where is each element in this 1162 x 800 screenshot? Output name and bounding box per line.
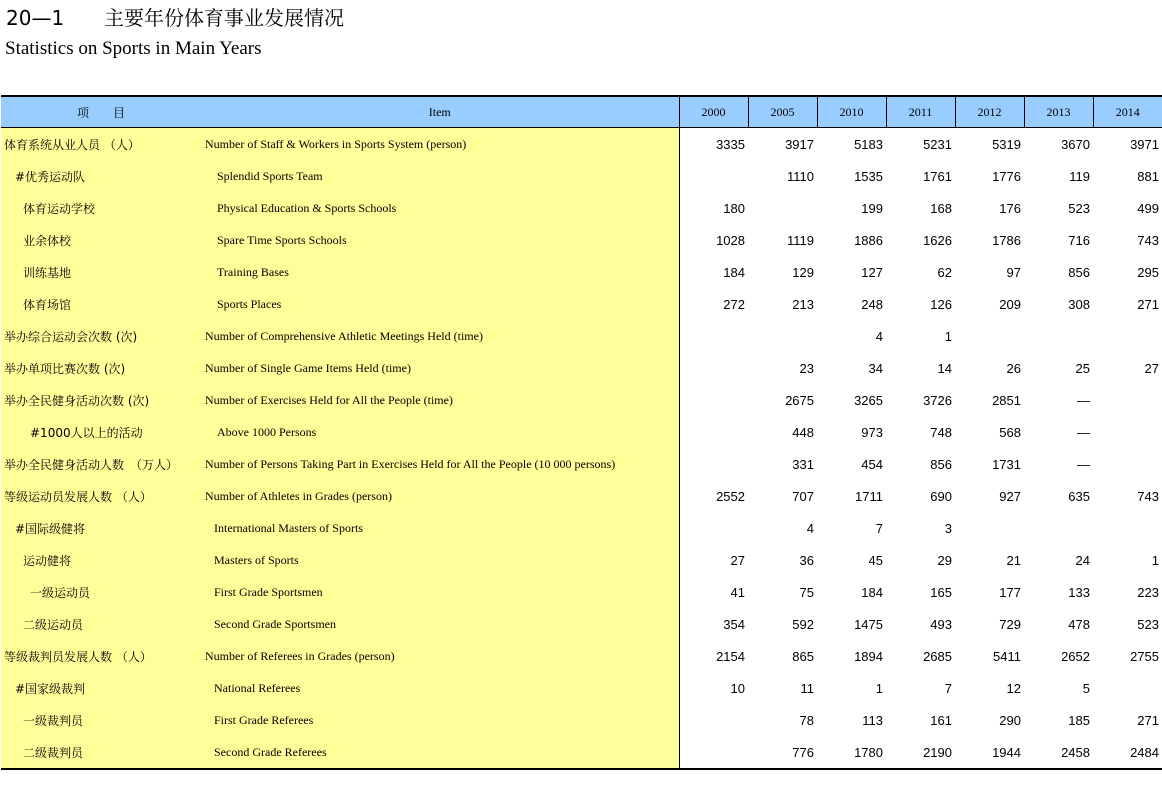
cell-value: 523	[1137, 616, 1159, 632]
table-row	[1, 224, 1162, 256]
cell-value: 454	[861, 456, 883, 472]
table-row	[1, 672, 1162, 704]
cell-value: 716	[1068, 232, 1090, 248]
cell-value: 272	[723, 296, 745, 312]
row-label-zh: 举办全民健身活动次数 (次)	[1, 384, 201, 416]
cell-value	[1024, 320, 1093, 352]
cell-value: 213	[792, 296, 814, 312]
cell-value: 25	[1075, 360, 1090, 376]
row-label-zh: 一级裁判员	[1, 704, 201, 736]
statistics-table	[1, 95, 1162, 770]
cell-value: 5319	[992, 136, 1021, 152]
table-row	[1, 704, 1162, 736]
cell-value: 2154	[716, 648, 745, 664]
row-label-zh: #1000人以上的活动	[1, 416, 201, 448]
table-body	[1, 128, 1162, 770]
cell-value: 113	[862, 712, 883, 728]
cell-value: 748	[930, 424, 952, 440]
header-item-en: Item	[201, 96, 679, 128]
cell-value	[1093, 672, 1162, 704]
cell-value: 5	[1082, 680, 1090, 696]
table-row	[1, 128, 1162, 161]
cell-value: 184	[861, 584, 883, 600]
cell-value: 3917	[785, 136, 814, 152]
row-label-en: Number of Persons Taking Part in Exercises Held for All the People (10 000 persons)	[201, 448, 679, 480]
cell-value: 1711	[855, 488, 883, 504]
cell-value: 97	[1006, 264, 1021, 280]
row-label-en: Number of Single Game Items Held (time)	[201, 352, 679, 384]
cell-value: 165	[930, 584, 952, 600]
cell-value: 180	[723, 200, 745, 216]
cell-value: 707	[792, 488, 814, 504]
cell-value: —	[1077, 456, 1090, 472]
header-year: 2000	[679, 96, 748, 128]
cell-value: 2458	[1024, 736, 1093, 769]
table-title-en: Statistics on Sports in Main Years	[5, 38, 262, 59]
row-label-zh: 业余体校	[1, 224, 201, 256]
cell-value: 3	[944, 520, 952, 536]
cell-value: 331	[792, 456, 814, 472]
table-row	[1, 480, 1162, 512]
cell-value	[955, 320, 1024, 352]
cell-value: 635	[1068, 488, 1090, 504]
table-row	[1, 416, 1162, 448]
cell-value: 865	[792, 648, 814, 664]
cell-value: 3971	[1130, 136, 1159, 152]
row-label-zh: 训练基地	[1, 256, 201, 288]
cell-value: 1776	[992, 168, 1021, 184]
cell-value: 5183	[854, 136, 883, 152]
cell-value: 129	[792, 264, 814, 280]
cell-value: 1626	[923, 232, 952, 248]
cell-value: 690	[930, 488, 952, 504]
cell-value: 3726	[923, 392, 952, 408]
cell-value: 776	[748, 736, 817, 769]
cell-value: 11	[800, 680, 814, 696]
cell-value: 14	[937, 360, 952, 376]
cell-value	[679, 448, 748, 480]
cell-value: 36	[799, 552, 814, 568]
row-label-zh: #国际级健将	[1, 512, 201, 544]
cell-value: 1731	[992, 456, 1021, 472]
row-label-en: Splendid Sports Team	[201, 160, 679, 192]
cell-value: 1110	[787, 168, 814, 184]
cell-value: 881	[1137, 168, 1159, 184]
cell-value: 271	[1137, 296, 1159, 312]
table-row	[1, 736, 1162, 769]
header-item-zh: 项 目	[1, 96, 201, 128]
row-label-en: Number of Staff & Workers in Sports System (person)	[201, 128, 679, 161]
table-number: 20—1	[6, 6, 65, 30]
cell-value: 1535	[854, 168, 883, 184]
cell-value	[1093, 384, 1162, 416]
cell-value: 2755	[1130, 648, 1159, 664]
cell-value: 743	[1137, 232, 1159, 248]
row-label-zh: 二级运动员	[1, 608, 201, 640]
table-row	[1, 320, 1162, 352]
cell-value: 10	[730, 680, 745, 696]
cell-value: 271	[1137, 712, 1159, 728]
cell-value: 1786	[992, 232, 1021, 248]
cell-value: 523	[1068, 200, 1090, 216]
cell-value: 729	[999, 616, 1021, 632]
cell-value	[679, 320, 748, 352]
table-row	[1, 384, 1162, 416]
cell-value: 41	[730, 584, 745, 600]
cell-value	[748, 192, 817, 224]
cell-value: 209	[999, 296, 1021, 312]
table-title-zh-text: 主要年份体育事业发展情况	[104, 6, 344, 30]
cell-value: 24	[1075, 552, 1090, 568]
row-label-zh: 举办全民健身活动人数 （万人）	[1, 448, 201, 480]
cell-value	[955, 512, 1024, 544]
cell-value: 12	[1006, 680, 1021, 696]
cell-value: 973	[861, 424, 883, 440]
row-label-zh: #国家级裁判	[1, 672, 201, 704]
cell-value: 3670	[1061, 136, 1090, 152]
cell-value: 23	[799, 360, 814, 376]
row-label-zh: 二级裁判员	[1, 736, 201, 769]
row-label-en: First Grade Referees	[201, 704, 679, 736]
cell-value: 1761	[923, 168, 952, 184]
row-label-en: International Masters of Sports	[201, 512, 679, 544]
cell-value: —	[1077, 424, 1090, 440]
cell-value	[748, 320, 817, 352]
row-label-zh: 举办综合运动会次数 (次)	[1, 320, 201, 352]
cell-value: 2652	[1061, 648, 1090, 664]
cell-value: 176	[999, 200, 1021, 216]
row-label-en: Second Grade Referees	[201, 736, 679, 769]
cell-value	[679, 736, 748, 769]
cell-value: 2484	[1093, 736, 1162, 769]
row-label-en: Above 1000 Persons	[201, 416, 679, 448]
cell-value	[1093, 320, 1162, 352]
table-title-zh	[6, 4, 344, 32]
cell-value: 27	[1144, 360, 1159, 376]
row-label-en: Number of Athletes in Grades (person)	[201, 480, 679, 512]
header-year: 2013	[1024, 96, 1093, 128]
cell-value: 354	[723, 616, 745, 632]
row-label-en: Number of Comprehensive Athletic Meetings Held (time)	[201, 320, 679, 352]
cell-value: 1	[1151, 552, 1159, 568]
row-label-zh: 体育场馆	[1, 288, 201, 320]
cell-value	[1024, 512, 1093, 544]
table-row	[1, 160, 1162, 192]
cell-value: 126	[930, 296, 952, 312]
cell-value: 1475	[854, 616, 883, 632]
cell-value: 184	[723, 264, 745, 280]
cell-value: 493	[930, 616, 952, 632]
cell-value: 1944	[955, 736, 1024, 769]
cell-value: 5231	[923, 136, 952, 152]
row-label-zh: 等级运动员发展人数 （人）	[1, 480, 201, 512]
cell-value: 2552	[716, 488, 745, 504]
cell-value: 2675	[785, 392, 814, 408]
cell-value: 223	[1137, 584, 1159, 600]
row-label-zh: 体育系统从业人员 （人）	[1, 128, 201, 161]
cell-value: 4	[806, 520, 814, 536]
cell-value	[1093, 448, 1162, 480]
cell-value: 290	[999, 712, 1021, 728]
cell-value: 448	[792, 424, 814, 440]
cell-value: 1	[875, 680, 883, 696]
cell-value: 3265	[854, 392, 883, 408]
cell-value: 295	[1137, 264, 1159, 280]
cell-value	[679, 352, 748, 384]
row-label-zh: 运动健将	[1, 544, 201, 576]
cell-value: 78	[799, 712, 814, 728]
table-row	[1, 256, 1162, 288]
table-row	[1, 352, 1162, 384]
row-label-en: Second Grade Sportsmen	[201, 608, 679, 640]
row-label-en: Spare Time Sports Schools	[201, 224, 679, 256]
cell-value: 4	[875, 328, 883, 344]
cell-value: 1	[944, 328, 952, 344]
cell-value: 1886	[854, 232, 883, 248]
row-label-zh: 一级运动员	[1, 576, 201, 608]
table-row	[1, 288, 1162, 320]
cell-value: 743	[1137, 488, 1159, 504]
row-label-zh: 体育运动学校	[1, 192, 201, 224]
cell-value: 133	[1068, 584, 1090, 600]
cell-value: 856	[930, 456, 952, 472]
cell-value: 248	[861, 296, 883, 312]
table-row	[1, 192, 1162, 224]
cell-value: 2685	[923, 648, 952, 664]
cell-value: 75	[799, 584, 814, 600]
cell-value: 185	[1068, 712, 1090, 728]
cell-value: 1780	[817, 736, 886, 769]
row-label-en: Masters of Sports	[201, 544, 679, 576]
cell-value: 27	[730, 552, 745, 568]
cell-value: 62	[937, 264, 952, 280]
cell-value	[679, 512, 748, 544]
cell-value: 568	[999, 424, 1021, 440]
cell-value	[1093, 512, 1162, 544]
header-year: 2010	[817, 96, 886, 128]
cell-value	[679, 160, 748, 192]
header-year: 2014	[1093, 96, 1162, 128]
cell-value: 927	[999, 488, 1021, 504]
row-label-en: Sports Places	[201, 288, 679, 320]
cell-value: 3335	[716, 136, 745, 152]
row-label-en: Number of Exercises Held for All the People (time)	[201, 384, 679, 416]
row-label-zh: 等级裁判员发展人数 （人）	[1, 640, 201, 672]
cell-value: 7	[944, 680, 952, 696]
cell-value: 2190	[886, 736, 955, 769]
cell-value: 5411	[993, 648, 1021, 664]
cell-value: 1119	[787, 232, 814, 248]
row-label-zh: 举办单项比赛次数 (次)	[1, 352, 201, 384]
cell-value: 592	[792, 616, 814, 632]
table-header	[1, 96, 1162, 128]
cell-value: 199	[861, 200, 883, 216]
cell-value: 177	[999, 584, 1021, 600]
row-label-en: First Grade Sportsmen	[201, 576, 679, 608]
table-row	[1, 512, 1162, 544]
cell-value	[679, 416, 748, 448]
row-label-en: Physical Education & Sports Schools	[201, 192, 679, 224]
header-year: 2011	[886, 96, 955, 128]
cell-value: 127	[861, 264, 883, 280]
cell-value: 1028	[716, 232, 745, 248]
cell-value: 7	[875, 520, 883, 536]
table-row	[1, 544, 1162, 576]
row-label-en: National Referees	[201, 672, 679, 704]
cell-value: 45	[868, 552, 883, 568]
header-year: 2012	[955, 96, 1024, 128]
cell-value: 21	[1006, 552, 1021, 568]
table-row	[1, 640, 1162, 672]
table-row	[1, 576, 1162, 608]
cell-value: 29	[937, 552, 952, 568]
cell-value: 119	[1069, 168, 1090, 184]
cell-value: 1894	[854, 648, 883, 664]
cell-value	[679, 704, 748, 736]
cell-value: 308	[1068, 296, 1090, 312]
cell-value	[679, 384, 748, 416]
table-row	[1, 448, 1162, 480]
cell-value: 2851	[992, 392, 1021, 408]
cell-value: 34	[868, 360, 883, 376]
cell-value: —	[1077, 392, 1090, 408]
table-row	[1, 608, 1162, 640]
cell-value: 499	[1137, 200, 1159, 216]
cell-value	[1093, 416, 1162, 448]
cell-value: 26	[1006, 360, 1021, 376]
row-label-en: Training Bases	[201, 256, 679, 288]
cell-value: 478	[1068, 616, 1090, 632]
row-label-en: Number of Referees in Grades (person)	[201, 640, 679, 672]
cell-value: 168	[930, 200, 952, 216]
cell-value: 161	[930, 712, 952, 728]
cell-value: 856	[1068, 264, 1090, 280]
row-label-zh: #优秀运动队	[1, 160, 201, 192]
header-year: 2005	[748, 96, 817, 128]
